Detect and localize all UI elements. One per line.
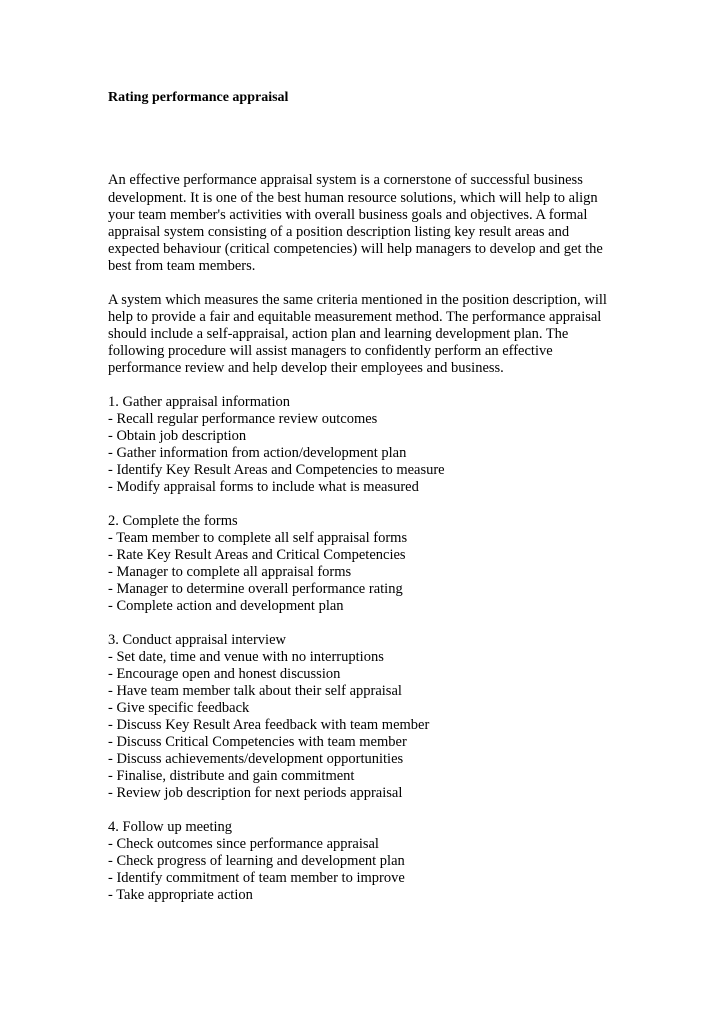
intro-paragraph-1-line: An effective performance appraisal system is a cornerstone of successful business	[108, 172, 583, 188]
step-item: - Manager to determine overall performance rating	[108, 581, 403, 597]
step-item: - Set date, time and venue with no interruptions	[108, 649, 384, 665]
step-heading: 3. Conduct appraisal interview	[108, 632, 286, 648]
step-item: - Take appropriate action	[108, 887, 253, 903]
intro-paragraph-1-line: appraisal system consisting of a position description listing key result areas and	[108, 224, 570, 240]
step-heading: 4. Follow up meeting	[108, 819, 233, 835]
intro-paragraph-1-line: best from team members.	[108, 258, 256, 274]
intro-paragraph-1-line: development. It is one of the best human resource solutions, which will help to align	[108, 190, 598, 206]
intro-paragraph-1-line: expected behaviour (critical competencies) will help managers to develop and get the	[108, 241, 603, 257]
step-item: - Manager to complete all appraisal forms	[108, 564, 352, 580]
step-item: - Rate Key Result Areas and Critical Competencies	[108, 547, 406, 563]
step-item: - Finalise, distribute and gain commitment	[108, 768, 355, 784]
step-item: - Identify Key Result Areas and Competencies to measure	[108, 462, 445, 478]
step-item: - Give specific feedback	[108, 700, 250, 716]
document-title: Rating performance appraisal	[108, 90, 289, 105]
step-item: - Discuss achievements/development opportunities	[108, 751, 404, 767]
intro-paragraph-1-line: your team member's activities with overall business goals and objectives. A formal	[108, 207, 588, 223]
step-item: - Recall regular performance review outcomes	[108, 411, 378, 427]
document-page	[108, 0, 708, 1031]
intro-paragraph-2-line: A system which measures the same criteria mentioned in the position description, will	[108, 292, 607, 308]
step-item: - Discuss Key Result Area feedback with team member	[108, 717, 430, 733]
intro-paragraph-2-line: should include a self-appraisal, action plan and learning development plan. The	[108, 326, 569, 342]
step-item: - Have team member talk about their self appraisal	[108, 683, 402, 699]
intro-paragraph-2-line: following procedure will assist managers to confidently perform an effective	[108, 343, 553, 359]
step-heading: 2. Complete the forms	[108, 513, 238, 529]
step-item: - Gather information from action/development plan	[108, 445, 407, 461]
step-item: - Modify appraisal forms to include what is measured	[108, 479, 419, 495]
step-item: - Review job description for next periods appraisal	[108, 785, 403, 801]
step-heading: 1. Gather appraisal information	[108, 394, 290, 410]
step-item: - Discuss Critical Competencies with team member	[108, 734, 407, 750]
step-item: - Obtain job description	[108, 428, 247, 444]
step-item: - Identify commitment of team member to improve	[108, 870, 405, 886]
step-item: - Check progress of learning and development plan	[108, 853, 405, 869]
step-item: - Complete action and development plan	[108, 598, 344, 614]
step-item: - Team member to complete all self appraisal forms	[108, 530, 408, 546]
intro-paragraph-2-line: performance review and help develop their employees and business.	[108, 360, 504, 376]
intro-paragraph-2-line: help to provide a fair and equitable measurement method. The performance appraisal	[108, 309, 602, 325]
step-item: - Check outcomes since performance appraisal	[108, 836, 379, 852]
step-item: - Encourage open and honest discussion	[108, 666, 341, 682]
